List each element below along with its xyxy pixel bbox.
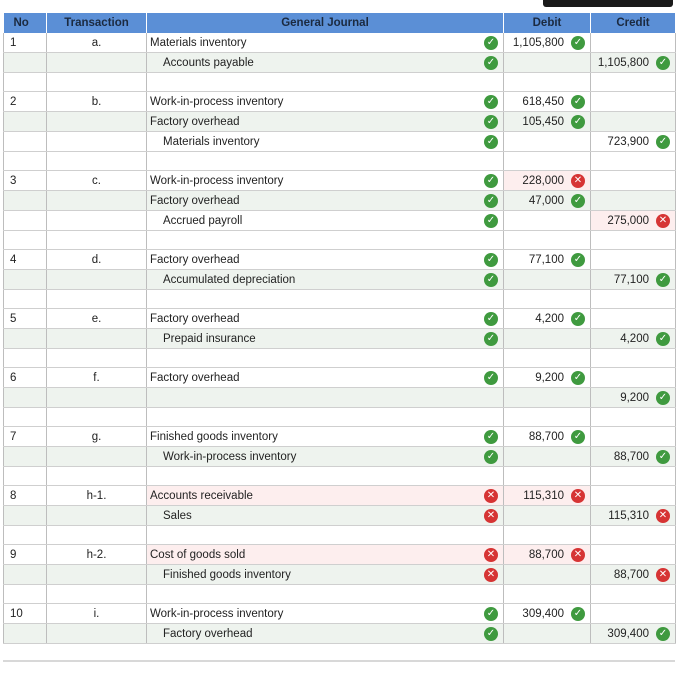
account-name: Accumulated depreciation: [163, 273, 296, 286]
spacer-cell: [47, 408, 147, 427]
debit-input[interactable]: [504, 112, 591, 132]
account-select[interactable]: [147, 329, 504, 349]
transaction-label: [47, 506, 147, 526]
spacer-cell: [591, 152, 676, 171]
credit-amount: 275,000: [607, 214, 649, 227]
credit-input[interactable]: [591, 53, 676, 73]
check-circle-icon: ✓: [484, 607, 498, 621]
entry-number: [4, 132, 47, 152]
credit-amount: 115,310: [608, 509, 649, 522]
spacer-cell: [47, 526, 147, 545]
account-select[interactable]: [147, 545, 504, 565]
journal-row: [4, 447, 676, 467]
transaction-label: [47, 211, 147, 231]
header-no: No: [4, 13, 47, 33]
top-bar: [543, 0, 673, 7]
transaction-label: b.: [47, 92, 147, 112]
debit-input[interactable]: [504, 565, 591, 585]
entry-spacer-row: [4, 408, 676, 427]
account-select[interactable]: [147, 250, 504, 270]
header-debit: Debit: [504, 13, 591, 33]
check-circle-icon: ✓: [484, 312, 498, 326]
debit-amount: 115,310: [523, 489, 564, 502]
debit-input[interactable]: [504, 171, 591, 191]
journal-row: [4, 427, 676, 447]
entry-spacer-row: [4, 526, 676, 545]
account-select[interactable]: [147, 112, 504, 132]
spacer-cell: [147, 349, 504, 368]
credit-input[interactable]: [591, 604, 676, 624]
spacer-cell: [504, 585, 591, 604]
transaction-label: f.: [47, 368, 147, 388]
account-select[interactable]: [147, 447, 504, 467]
entry-spacer-row: [4, 467, 676, 486]
x-circle-icon: ✕: [484, 509, 498, 523]
header-credit: Credit: [591, 13, 676, 33]
transaction-label: i.: [47, 604, 147, 624]
check-circle-icon: ✓: [656, 135, 670, 149]
debit-input[interactable]: [504, 309, 591, 329]
check-circle-icon: ✓: [571, 194, 585, 208]
debit-input[interactable]: [504, 329, 591, 349]
entry-number: 8: [4, 486, 47, 506]
entry-spacer-row: [4, 585, 676, 604]
transaction-label: a.: [47, 33, 147, 53]
spacer-cell: [4, 290, 47, 309]
check-circle-icon: ✓: [656, 332, 670, 346]
account-select[interactable]: [147, 506, 504, 526]
entry-number: 7: [4, 427, 47, 447]
entry-number: 10: [4, 604, 47, 624]
spacer-cell: [147, 526, 504, 545]
journal-row: [4, 53, 676, 73]
spacer-cell: [47, 585, 147, 604]
debit-input[interactable]: [504, 624, 591, 644]
credit-input[interactable]: [591, 368, 676, 388]
check-circle-icon: ✓: [484, 56, 498, 70]
entry-number: 4: [4, 250, 47, 270]
credit-input[interactable]: [591, 132, 676, 152]
debit-amount: 105,450: [522, 115, 564, 128]
account-select[interactable]: [147, 132, 504, 152]
transaction-label: [47, 447, 147, 467]
check-circle-icon: ✓: [656, 627, 670, 641]
credit-input[interactable]: [591, 92, 676, 112]
transaction-label: [47, 270, 147, 290]
transaction-label: g.: [47, 427, 147, 447]
spacer-cell: [4, 349, 47, 368]
debit-input[interactable]: [504, 447, 591, 467]
entry-number: [4, 624, 47, 644]
transaction-label: [47, 565, 147, 585]
general-journal-table: [3, 13, 676, 644]
x-circle-icon: ✕: [571, 174, 585, 188]
debit-input[interactable]: [504, 191, 591, 211]
header-row: [4, 13, 676, 33]
journal-row: [4, 486, 676, 506]
account-name: Finished goods inventory: [150, 430, 278, 443]
account-select[interactable]: [147, 427, 504, 447]
transaction-label: d.: [47, 250, 147, 270]
entry-spacer-row: [4, 73, 676, 92]
x-circle-icon: ✕: [484, 568, 498, 582]
account-select[interactable]: [147, 53, 504, 73]
transaction-label: [47, 191, 147, 211]
spacer-cell: [147, 408, 504, 427]
debit-input[interactable]: [504, 250, 591, 270]
credit-amount: 723,900: [607, 135, 649, 148]
header-general-journal: General Journal: [147, 13, 504, 33]
spacer-cell: [147, 231, 504, 250]
x-circle-icon: ✕: [656, 214, 670, 228]
spacer-cell: [147, 585, 504, 604]
check-circle-icon: ✓: [484, 627, 498, 641]
debit-input[interactable]: [504, 132, 591, 152]
credit-amount: 1,105,800: [597, 56, 649, 69]
entry-number: [4, 565, 47, 585]
entry-number: 9: [4, 545, 47, 565]
spacer-cell: [591, 73, 676, 92]
check-circle-icon: ✓: [656, 450, 670, 464]
account-name: Cost of goods sold: [150, 548, 246, 561]
account-select[interactable]: [147, 486, 504, 506]
x-circle-icon: ✕: [484, 489, 498, 503]
spacer-cell: [4, 526, 47, 545]
credit-amount: 309,400: [607, 627, 649, 640]
spacer-cell: [47, 349, 147, 368]
check-circle-icon: ✓: [571, 312, 585, 326]
account-name: Factory overhead: [150, 253, 240, 266]
check-circle-icon: ✓: [484, 214, 498, 228]
journal-row: [4, 604, 676, 624]
account-name: Factory overhead: [163, 627, 253, 640]
transaction-label: c.: [47, 171, 147, 191]
credit-amount: 88,700: [613, 450, 649, 463]
check-circle-icon: ✓: [656, 273, 670, 287]
credit-input[interactable]: [591, 33, 676, 53]
journal-row: [4, 33, 676, 53]
account-name: Accounts payable: [163, 56, 254, 69]
account-select[interactable]: [147, 604, 504, 624]
account-name: Work-in-process inventory: [150, 607, 284, 620]
check-circle-icon: ✓: [656, 56, 670, 70]
entry-number: [4, 191, 47, 211]
check-circle-icon: ✓: [484, 273, 498, 287]
journal-row: [4, 211, 676, 231]
spacer-cell: [591, 290, 676, 309]
account-name: Materials inventory: [150, 36, 247, 49]
entry-number: [4, 506, 47, 526]
spacer-cell: [147, 467, 504, 486]
spacer-cell: [4, 408, 47, 427]
credit-input[interactable]: [591, 250, 676, 270]
account-select[interactable]: [147, 92, 504, 112]
spacer-cell: [504, 231, 591, 250]
transaction-label: [47, 112, 147, 132]
debit-input[interactable]: [504, 545, 591, 565]
header-transaction: Transaction: [47, 13, 147, 33]
transaction-label: [47, 132, 147, 152]
credit-input[interactable]: [591, 329, 676, 349]
debit-amount: 9,200: [535, 371, 564, 384]
spacer-cell: [147, 152, 504, 171]
x-circle-icon: ✕: [571, 489, 585, 503]
check-circle-icon: ✓: [571, 253, 585, 267]
debit-input[interactable]: [504, 604, 591, 624]
spacer-cell: [4, 585, 47, 604]
spacer-cell: [591, 585, 676, 604]
spacer-cell: [504, 408, 591, 427]
debit-input[interactable]: [504, 506, 591, 526]
check-circle-icon: ✓: [484, 194, 498, 208]
journal-row: [4, 309, 676, 329]
entry-number: [4, 270, 47, 290]
spacer-cell: [47, 290, 147, 309]
account-name: Work-in-process inventory: [163, 450, 297, 463]
spacer-cell: [504, 290, 591, 309]
transaction-label: [47, 624, 147, 644]
credit-input[interactable]: [591, 388, 676, 408]
journal-row: [4, 92, 676, 112]
spacer-cell: [4, 152, 47, 171]
account-select[interactable]: [147, 191, 504, 211]
debit-amount: 77,100: [528, 253, 564, 266]
credit-input[interactable]: [591, 545, 676, 565]
debit-input[interactable]: [504, 211, 591, 231]
check-circle-icon: ✓: [484, 253, 498, 267]
account-select[interactable]: [147, 211, 504, 231]
credit-amount: 4,200: [620, 332, 649, 345]
account-select[interactable]: [147, 368, 504, 388]
debit-input[interactable]: [504, 388, 591, 408]
spacer-cell: [147, 290, 504, 309]
account-name: Factory overhead: [150, 194, 240, 207]
journal-row: [4, 329, 676, 349]
debit-amount: 309,400: [522, 607, 564, 620]
entry-number: 1: [4, 33, 47, 53]
x-circle-icon: ✕: [656, 509, 670, 523]
spacer-cell: [147, 73, 504, 92]
check-circle-icon: ✓: [571, 115, 585, 129]
spacer-cell: [591, 231, 676, 250]
entry-spacer-row: [4, 290, 676, 309]
check-circle-icon: ✓: [484, 371, 498, 385]
entry-number: [4, 329, 47, 349]
check-circle-icon: ✓: [484, 174, 498, 188]
entry-number: 6: [4, 368, 47, 388]
check-circle-icon: ✓: [484, 36, 498, 50]
account-name: Materials inventory: [163, 135, 260, 148]
check-circle-icon: ✓: [656, 391, 670, 405]
spacer-cell: [4, 73, 47, 92]
journal-row: [4, 112, 676, 132]
credit-input[interactable]: [591, 309, 676, 329]
spacer-cell: [47, 152, 147, 171]
x-circle-icon: ✕: [484, 548, 498, 562]
check-circle-icon: ✓: [484, 450, 498, 464]
journal-row: [4, 171, 676, 191]
account-select[interactable]: [147, 624, 504, 644]
credit-input[interactable]: [591, 506, 676, 526]
debit-input[interactable]: [504, 427, 591, 447]
spacer-cell: [591, 467, 676, 486]
spacer-cell: [504, 349, 591, 368]
credit-input[interactable]: [591, 211, 676, 231]
account-name: Work-in-process inventory: [150, 95, 284, 108]
journal-row: [4, 506, 676, 526]
debit-input[interactable]: [504, 486, 591, 506]
check-circle-icon: ✓: [484, 332, 498, 346]
account-name: Factory overhead: [150, 312, 240, 325]
entry-spacer-row: [4, 349, 676, 368]
debit-input[interactable]: [504, 92, 591, 112]
check-circle-icon: ✓: [484, 430, 498, 444]
spacer-cell: [591, 408, 676, 427]
debit-input[interactable]: [504, 33, 591, 53]
x-circle-icon: ✕: [656, 568, 670, 582]
account-select[interactable]: [147, 565, 504, 585]
spacer-cell: [47, 467, 147, 486]
spacer-cell: [504, 526, 591, 545]
account-name: Work-in-process inventory: [150, 174, 284, 187]
spacer-cell: [504, 73, 591, 92]
spacer-cell: [4, 467, 47, 486]
check-circle-icon: ✓: [484, 135, 498, 149]
account-select[interactable]: [147, 270, 504, 290]
credit-amount: 9,200: [620, 391, 649, 404]
check-circle-icon: ✓: [571, 607, 585, 621]
journal-row: [4, 368, 676, 388]
spacer-cell: [504, 152, 591, 171]
credit-input[interactable]: [591, 565, 676, 585]
account-name: Accrued payroll: [163, 214, 243, 227]
bottom-divider: [3, 660, 675, 662]
journal-row: [4, 565, 676, 585]
journal-row: [4, 545, 676, 565]
transaction-label: e.: [47, 309, 147, 329]
spacer-cell: [4, 231, 47, 250]
account-name: Factory overhead: [150, 371, 240, 384]
entry-number: [4, 211, 47, 231]
entry-number: [4, 388, 47, 408]
credit-input[interactable]: [591, 112, 676, 132]
account-name: Finished goods inventory: [163, 568, 291, 581]
credit-input[interactable]: [591, 191, 676, 211]
transaction-label: [47, 329, 147, 349]
account-name: Sales: [163, 509, 192, 522]
account-name: Prepaid insurance: [163, 332, 256, 345]
spacer-cell: [47, 73, 147, 92]
debit-input[interactable]: [504, 270, 591, 290]
journal-body: [4, 33, 676, 644]
entry-number: 5: [4, 309, 47, 329]
spacer-cell: [591, 526, 676, 545]
credit-input[interactable]: [591, 447, 676, 467]
spacer-cell: [504, 467, 591, 486]
account-select[interactable]: [147, 388, 504, 408]
check-circle-icon: ✓: [571, 430, 585, 444]
debit-amount: 618,450: [522, 95, 564, 108]
journal-row: [4, 270, 676, 290]
journal-row: [4, 132, 676, 152]
credit-input[interactable]: [591, 486, 676, 506]
transaction-label: h-2.: [47, 545, 147, 565]
spacer-cell: [591, 349, 676, 368]
check-circle-icon: ✓: [571, 95, 585, 109]
x-circle-icon: ✕: [571, 548, 585, 562]
debit-amount: 88,700: [528, 430, 564, 443]
credit-input[interactable]: [591, 624, 676, 644]
check-circle-icon: ✓: [571, 371, 585, 385]
check-circle-icon: ✓: [484, 115, 498, 129]
debit-input[interactable]: [504, 368, 591, 388]
journal-row: [4, 191, 676, 211]
check-circle-icon: ✓: [484, 95, 498, 109]
journal-row: [4, 388, 676, 408]
credit-amount: 77,100: [613, 273, 649, 286]
account-select[interactable]: [147, 171, 504, 191]
entry-number: [4, 447, 47, 467]
journal-row: [4, 250, 676, 270]
credit-input[interactable]: [591, 270, 676, 290]
transaction-label: h-1.: [47, 486, 147, 506]
entry-number: [4, 53, 47, 73]
debit-amount: 228,000: [522, 174, 564, 187]
transaction-label: [47, 388, 147, 408]
debit-amount: 1,105,800: [512, 36, 564, 49]
journal-row: [4, 624, 676, 644]
account-select[interactable]: [147, 33, 504, 53]
debit-amount: 47,000: [528, 194, 564, 207]
entry-number: 2: [4, 92, 47, 112]
entry-number: [4, 112, 47, 132]
credit-input[interactable]: [591, 171, 676, 191]
transaction-label: [47, 53, 147, 73]
credit-amount: 88,700: [613, 568, 649, 581]
debit-amount: 4,200: [535, 312, 564, 325]
entry-spacer-row: [4, 231, 676, 250]
account-name: Factory overhead: [150, 115, 240, 128]
entry-spacer-row: [4, 152, 676, 171]
account-select[interactable]: [147, 309, 504, 329]
entry-number: 3: [4, 171, 47, 191]
debit-input[interactable]: [504, 53, 591, 73]
account-name: Accounts receivable: [150, 489, 253, 502]
credit-input[interactable]: [591, 427, 676, 447]
spacer-cell: [47, 231, 147, 250]
debit-amount: 88,700: [528, 548, 564, 561]
check-circle-icon: ✓: [571, 36, 585, 50]
